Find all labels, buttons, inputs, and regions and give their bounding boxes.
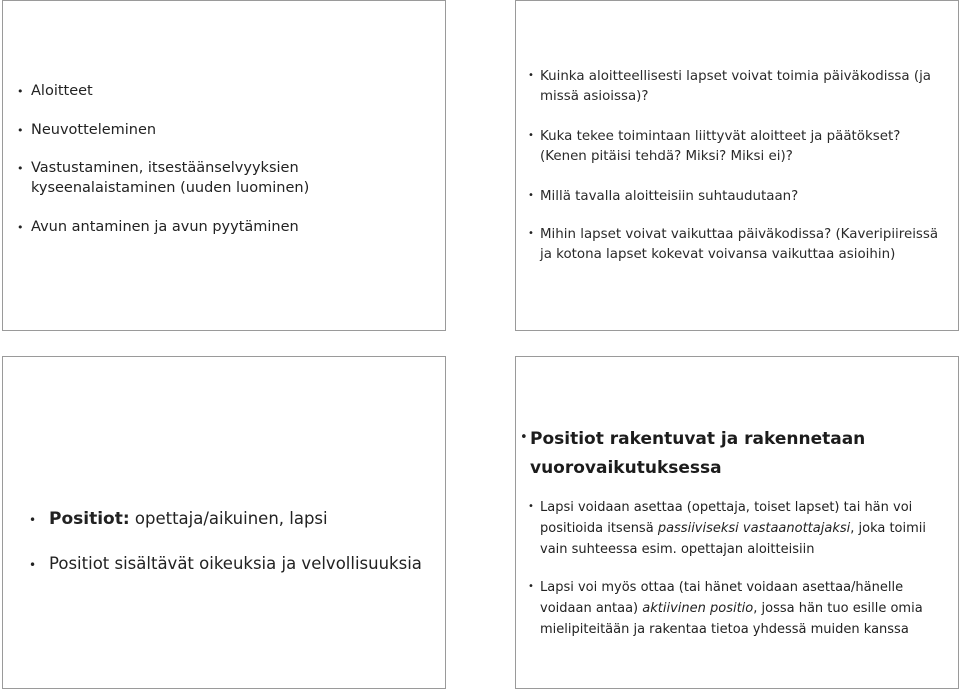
bullet-icon: • — [528, 501, 534, 512]
question-text: Mihin lapset voivat vaikuttaa päiväkodissa? (Kaveripiireissä ja kotona lapset kokevat voivansa vaikuttaa asioihin) — [540, 227, 939, 262]
bullet-icon: • — [528, 70, 534, 81]
sub-text-part: Lapsi voidaan asettaa (opettaja, toiset lapset) tai hän voi positioida itsensä — [540, 500, 913, 536]
bullet-icon: • — [528, 228, 534, 239]
bullet-text: Avun antaminen ja avun pyytäminen — [31, 219, 299, 235]
question-item — [528, 225, 950, 265]
bullet-icon: • — [528, 581, 534, 592]
bullet-item-vastustaminen — [17, 158, 427, 198]
sub-text-part: Lapsi voi myös ottaa (tai hänet voidaan asettaa/hänelle voidaan antaa) — [540, 580, 904, 616]
question-item — [528, 67, 950, 107]
sub-text-emphasis: aktiivinen positio — [642, 601, 754, 616]
bullet-icon: • — [29, 558, 37, 572]
question-text: Kuinka aloitteellisesti lapset voivat toimia päiväkodissa (ja missä asioissa)? — [540, 69, 932, 104]
slide-4 — [515, 356, 959, 689]
bullet-icon: • — [17, 162, 24, 175]
bullet-item-neuvotteleminen — [17, 120, 427, 140]
bullet-text: Neuvotteleminen — [31, 122, 157, 138]
slide-3 — [2, 356, 446, 689]
bullet-icon: • — [29, 513, 37, 527]
sub-text-part: , jossa hän tuo esille omia mielipiteitään ja rakentaa tietoa yhdessä muiden kanssa — [540, 601, 923, 637]
bullet-text — [49, 508, 328, 530]
positiot-value: opettaja/aikuinen, lapsi — [129, 509, 328, 528]
bullet-item-aloitteet — [17, 81, 427, 101]
bullet-icon: • — [528, 190, 534, 201]
sub-item-passive — [528, 497, 956, 560]
question-text: Kuka tekee toimintaan liittyvät aloitteet ja päätökset? (Kenen pitäisi tehdä? Miksi? Miksi ei)? — [540, 129, 901, 164]
slide-2 — [515, 0, 959, 331]
bullet-icon: • — [520, 430, 528, 445]
positiot-label: Positiot: — [49, 509, 130, 529]
bullet-item-avun-antaminen — [17, 217, 427, 237]
slide-heading — [520, 425, 950, 483]
bullet-icon: • — [17, 85, 24, 98]
bullet-icon: • — [528, 130, 534, 141]
bullet-icon: • — [17, 124, 24, 137]
question-text: Millä tavalla aloitteisiin suhtaudutaan? — [540, 189, 799, 204]
bullet-text: Positiot sisältävät oikeuksia ja velvollisuuksia — [49, 554, 422, 573]
sub-text-emphasis: passiiviseksi vastaanottajaksi — [657, 521, 851, 536]
sub-text-part: , joka toimii vain suhteessa esim. opettajan aloitteisiin — [540, 521, 927, 557]
bullet-item-oikeudet — [29, 553, 439, 575]
heading-text: Positiot rakentuvat ja rakennetaan vuorovaikutuksessa — [530, 429, 866, 478]
bullet-text: Aloitteet — [31, 83, 93, 99]
bullet-item-positiot — [29, 508, 439, 530]
sub-text — [540, 497, 956, 560]
bullet-icon: • — [17, 221, 24, 234]
question-item — [528, 127, 950, 167]
sub-text — [540, 577, 956, 640]
bullet-text: Vastustaminen, itsestäänselvyyksien kyseenalaistaminen (uuden luominen) — [31, 160, 310, 196]
slide-1 — [2, 0, 446, 331]
sub-item-active — [528, 577, 956, 640]
question-item — [528, 187, 950, 207]
